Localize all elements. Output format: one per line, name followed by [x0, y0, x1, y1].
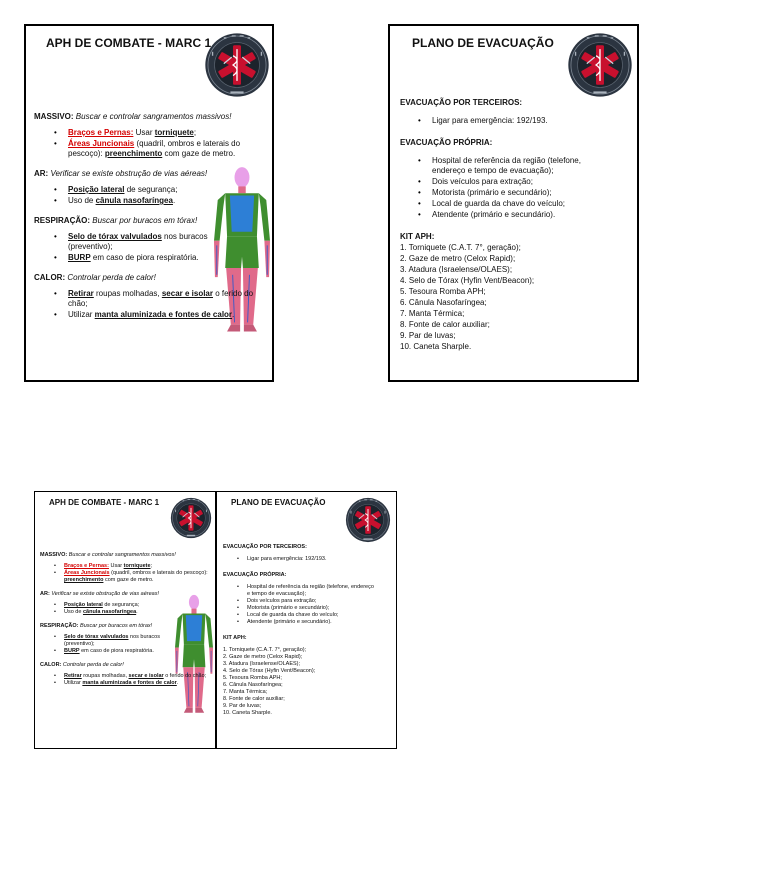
kit-item: 10. Caneta Sharple.: [223, 710, 272, 716]
kit-item: 4. Selo de Tórax (Hyfin Vent/Beacon);: [400, 276, 535, 285]
list-item: • Ligar para emergência: 192/193.: [400, 116, 634, 126]
list-item: • BURP em caso de piora respiratória.: [34, 253, 214, 263]
list-item: • Posição lateral de segurança;: [34, 185, 270, 195]
list-item: • Local de guarda da chave do veículo;: [223, 612, 393, 619]
kit-item: 6. Cânula Nasofaríngea;: [400, 298, 487, 307]
kit-item: 7. Manta Térmica;: [223, 689, 268, 695]
kit-item: 10. Caneta Sharple.: [400, 342, 472, 351]
list-item: • Utilizar manta aluminizada e fontes de calor.: [34, 310, 270, 320]
list-item: • Uso de cânula nasofaríngea.: [34, 196, 270, 206]
kit-item: 5. Tesoura Romba APH;: [400, 287, 486, 296]
massivo-section: [40, 552, 212, 584]
section-heading: EVACUAÇÃO PRÓPRIA:: [223, 572, 287, 578]
section-heading: KIT APH:: [223, 635, 247, 641]
kit-item: 3. Atadura (Israelense/OLAES);: [400, 265, 513, 274]
list-item: • Selo de tórax valvulados nos buracos (preventivo);: [40, 634, 172, 648]
kit-item: 1. Torniquete (C.A.T. 7°, geração);: [400, 243, 521, 252]
list-item: • Ligar para emergência: 192/193.: [223, 556, 393, 563]
kit-item: 9. Par de luvas;: [400, 331, 456, 340]
list-item: • Motorista (primário e secundário);: [223, 605, 393, 612]
kit-item: 7. Manta Térmica;: [400, 309, 465, 318]
list-item: • BURP em caso de piora respiratória.: [40, 648, 172, 655]
card-body: [34, 112, 270, 330]
list-item: • Hospital de referência da região (telefone, endereço e tempo de evacuação);: [223, 584, 377, 598]
list-item: • Hospital de referência da região (telefone, endereço e tempo de evacuação);: [400, 156, 612, 176]
list-item: • Braços e Pernas: Usar torniquete;: [34, 128, 270, 138]
calor-section: [34, 273, 270, 320]
card-body: [40, 552, 212, 694]
medic-badge-icon: [345, 497, 391, 543]
kit-item: 3. Atadura (Israelense/OLAES);: [223, 661, 301, 667]
respiracao-section: [40, 623, 172, 655]
kit-item: 2. Gaze de metro (Celox Rapid);: [223, 654, 303, 660]
list-item: • Local de guarda da chave do veículo;: [400, 199, 634, 209]
card-body: [223, 544, 393, 726]
respiracao-section: [34, 216, 214, 263]
medic-badge-icon: [567, 32, 633, 98]
kit-section: [400, 232, 634, 352]
section-heading: EVACUAÇÃO POR TERCEIROS:: [223, 544, 307, 550]
section-heading: RESPIRAÇÃO: Buscar por buracos em tórax!: [40, 623, 153, 629]
medic-badge-icon: [204, 32, 270, 98]
kit-item: 4. Selo de Tórax (Hyfin Vent/Beacon);: [223, 668, 316, 674]
section-heading: MASSIVO: Buscar e controlar sangramentos massivos!: [40, 552, 176, 558]
kit-item: 9. Par de luvas;: [223, 703, 262, 709]
kit-item: 5. Tesoura Romba APH;: [223, 675, 282, 681]
section-heading: EVACUAÇÃO POR TERCEIROS:: [400, 98, 523, 107]
list-item: • Áreas Juncionais (quadril, ombros e laterais do pescoço): preenchimento com gaze de metro.: [34, 139, 270, 159]
list-item: • Áreas Juncionais (quadril, ombros e laterais do pescoço): preenchimento com gaze de metro.: [40, 570, 212, 584]
list-item: • Uso de cânula nasofaríngea.: [40, 609, 212, 616]
marc-card-small: [34, 491, 216, 749]
propria-section: [400, 138, 634, 220]
evac-card-large: [388, 24, 639, 382]
medic-badge-icon: [170, 497, 212, 539]
section-heading: CALOR: Controlar perda de calor!: [40, 662, 124, 668]
ar-section: [40, 591, 212, 616]
list-item: • Atendente (primário e secundário).: [400, 210, 634, 220]
list-item: • Atendente (primário e secundário).: [223, 619, 393, 626]
list-item: • Selo de tórax valvulados nos buracos (preventivo);: [34, 232, 214, 252]
list-item: • Posição lateral de segurança;: [40, 602, 212, 609]
calor-section: [40, 662, 212, 687]
list-item: • Dois veículos para extração;: [400, 177, 634, 187]
list-item: • Utilizar manta aluminizada e fontes de calor.: [40, 680, 212, 687]
card-body: [400, 98, 634, 364]
section-heading: CALOR: Controlar perda de calor!: [34, 273, 156, 282]
section-heading: AR: Verificar se existe obstrução de vias aéreas!: [40, 591, 160, 597]
section-heading: KIT APH:: [400, 232, 435, 241]
list-item: • Motorista (primário e secundário);: [400, 188, 634, 198]
list-item: • Retirar roupas molhadas, secar e isolar o ferido do chão;: [34, 289, 270, 309]
section-heading: RESPIRAÇÃO: Buscar por buracos em tórax!: [34, 216, 198, 225]
marc-card-large: [24, 24, 274, 382]
massivo-section: [34, 112, 270, 159]
section-heading: MASSIVO: Buscar e controlar sangramentos massivos!: [34, 112, 232, 121]
kit-item: 6. Cânula Nasofaríngea;: [223, 682, 283, 688]
kit-item: 8. Fonte de calor auxiliar;: [223, 696, 285, 702]
list-item: • Braços e Pernas: Usar torniquete;: [40, 563, 212, 570]
terceiros-section: [223, 544, 393, 563]
card-title: APH DE COMBATE - MARC 1: [49, 498, 160, 507]
section-heading: EVACUAÇÃO PRÓPRIA:: [400, 138, 493, 147]
kit-item: 8. Fonte de calor auxiliar;: [400, 320, 490, 329]
terceiros-section: [400, 98, 634, 126]
propria-section: [223, 572, 393, 626]
list-item: • Dois veículos para extração;: [223, 598, 393, 605]
kit-item: 1. Torniquete (C.A.T. 7°, geração);: [223, 647, 307, 653]
list-item: • Retirar roupas molhadas, secar e isolar o ferido do chão;: [40, 673, 212, 680]
card-title: PLANO DE EVACUAÇÃO: [231, 498, 326, 507]
kit-section: [223, 635, 393, 717]
ar-section: [34, 169, 270, 206]
kit-item: 2. Gaze de metro (Celox Rapid);: [400, 254, 516, 263]
evac-card-small: [216, 491, 397, 749]
card-title: PLANO DE EVACUAÇÃO: [412, 36, 554, 50]
section-heading: AR: Verificar se existe obstrução de vias aéreas!: [34, 169, 208, 178]
card-title: APH DE COMBATE - MARC 1: [46, 36, 212, 50]
